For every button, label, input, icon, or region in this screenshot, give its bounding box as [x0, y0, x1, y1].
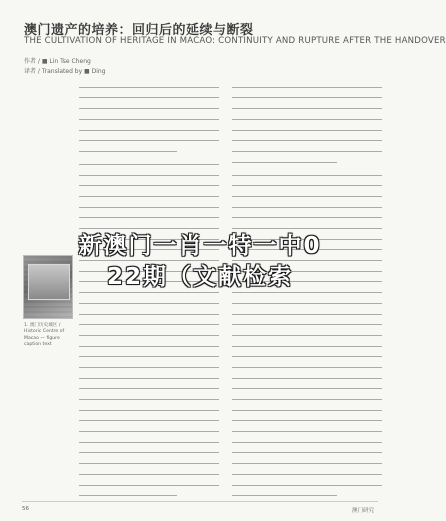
text-line: [79, 418, 219, 425]
author-line: 作者 / ■ Lin Tse Cheng: [24, 58, 91, 65]
translator-line: 译者 / Translated by ■ Ding: [24, 68, 106, 75]
text-line: [79, 116, 219, 123]
text-line: [79, 183, 219, 190]
text-line: [232, 375, 382, 382]
text-line: [79, 84, 219, 91]
text-line: [79, 450, 219, 457]
text-line: [79, 95, 219, 102]
text-line: [232, 332, 382, 339]
text-line: [232, 460, 382, 467]
text-line: [232, 127, 382, 134]
text-line: [232, 148, 382, 155]
text-line: [232, 300, 382, 307]
text-line: [79, 386, 219, 393]
text-line: [232, 492, 337, 499]
text-line: [79, 148, 177, 155]
text-line: [79, 407, 219, 414]
text-line: [79, 439, 219, 446]
text-line: [79, 482, 219, 489]
text-line: [79, 332, 219, 339]
text-line: [232, 84, 382, 91]
journal-name: 澳门研究: [351, 508, 374, 514]
text-line: [79, 428, 219, 435]
text-line: [232, 321, 382, 328]
text-line: [79, 127, 219, 134]
article-title-en: THE CULTIVATION OF HERITAGE IN MACAO: CONTINUITY AND RUPTURE AFTER THE HANDOVER: [24, 36, 446, 46]
text-line: [232, 137, 382, 144]
text-line: [232, 204, 382, 211]
text-line: [232, 354, 382, 361]
text-line: [79, 471, 219, 478]
text-line: [79, 204, 219, 211]
text-line: [232, 183, 382, 190]
text-line: [232, 193, 382, 200]
text-line: [232, 439, 382, 446]
text-line: [79, 193, 219, 200]
text-line: [79, 215, 219, 222]
text-line: [232, 159, 337, 166]
text-line: [79, 105, 219, 112]
text-line: [79, 161, 219, 168]
text-line: [79, 375, 219, 382]
text-line: [232, 450, 382, 457]
text-line: [79, 364, 219, 371]
text-line: [232, 95, 382, 102]
text-line: [232, 407, 382, 414]
text-line: [79, 396, 219, 403]
body-column-right: [232, 84, 382, 503]
footer-rule: [22, 501, 378, 502]
text-line: [79, 300, 219, 307]
text-line: [79, 172, 219, 179]
text-line: [232, 215, 382, 222]
author-block: [24, 57, 106, 77]
text-line: [79, 311, 219, 318]
text-line: [232, 105, 382, 112]
text-line: [232, 311, 382, 318]
watermark-line-2: 22期（文献检索: [106, 264, 293, 290]
text-line: [232, 343, 382, 350]
text-line: [232, 418, 382, 425]
text-line: [232, 386, 382, 393]
text-line: [79, 460, 219, 467]
text-line: [232, 482, 382, 489]
text-line: [232, 428, 382, 435]
text-line: [79, 354, 219, 361]
article-title-zh: 澳门遗产的培养：回归后的延续与断裂: [24, 23, 254, 38]
text-line: [79, 321, 219, 328]
text-line: [232, 172, 382, 179]
watermark-line-1: 新澳门一肖一特一中0: [78, 233, 322, 259]
text-line: [232, 396, 382, 403]
text-line: [232, 364, 382, 371]
text-line: [232, 116, 382, 123]
page-number: 56: [22, 506, 29, 512]
body-column-left: [79, 84, 219, 503]
text-line: [232, 471, 382, 478]
figure-caption: 1. 澳门历史城区 / Historic Centre of Macao — figure caption text: [24, 323, 65, 348]
text-line: [79, 343, 219, 350]
text-line: [79, 137, 219, 144]
text-line: [79, 492, 177, 499]
